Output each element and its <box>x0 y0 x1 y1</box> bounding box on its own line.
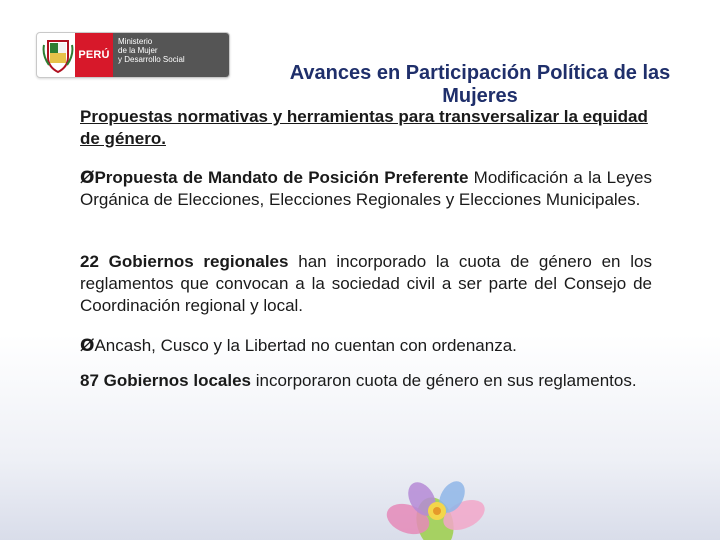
local-count: 87 Gobiernos locales <box>80 371 252 390</box>
paragraph-mandato <box>80 167 652 211</box>
ministry-line-3: y Desarrollo Social <box>118 55 185 64</box>
paragraph-ordenanza <box>80 335 652 357</box>
arrow-bullet-icon: Ø <box>80 336 95 356</box>
mandato-heading: Propuesta de Mandato de Posición Preferente <box>94 168 469 187</box>
flower-decoration-icon <box>360 465 510 540</box>
ministry-line-2: de la Mujer <box>118 46 158 55</box>
slide-title: Avances en Participación Política de las Mujeres <box>289 62 671 107</box>
peru-label: PERÚ <box>75 33 113 77</box>
regional-text: han incorporado la cuota de género en los reglamentos que convocan a la sociedad civil a ser parte del Consejo de Coordinación regional y local. <box>80 252 653 315</box>
arrow-bullet-icon: Ø <box>80 168 95 188</box>
ordenanza-text: Ancash, Cusco y la Libertad no cuentan con ordenanza. <box>94 336 517 355</box>
ministry-logo <box>36 32 230 78</box>
local-text: incorporaron cuota de género en sus reglamentos. <box>251 371 637 390</box>
coat-of-arms-icon <box>41 35 75 75</box>
ministry-name <box>113 33 229 77</box>
regional-count: 22 Gobiernos regionales <box>80 252 289 271</box>
subheading: Propuestas normativas y herramientas para transversalizar la equidad de género. <box>80 107 648 148</box>
ministry-line-1: Ministerio <box>118 37 153 46</box>
mandato-text: Modificación a la Leyes Orgánica de Elecciones, Elecciones Regionales y Elecciones Municipales. <box>80 168 652 209</box>
paragraph-local <box>80 370 652 392</box>
paragraph-regional <box>80 251 652 317</box>
